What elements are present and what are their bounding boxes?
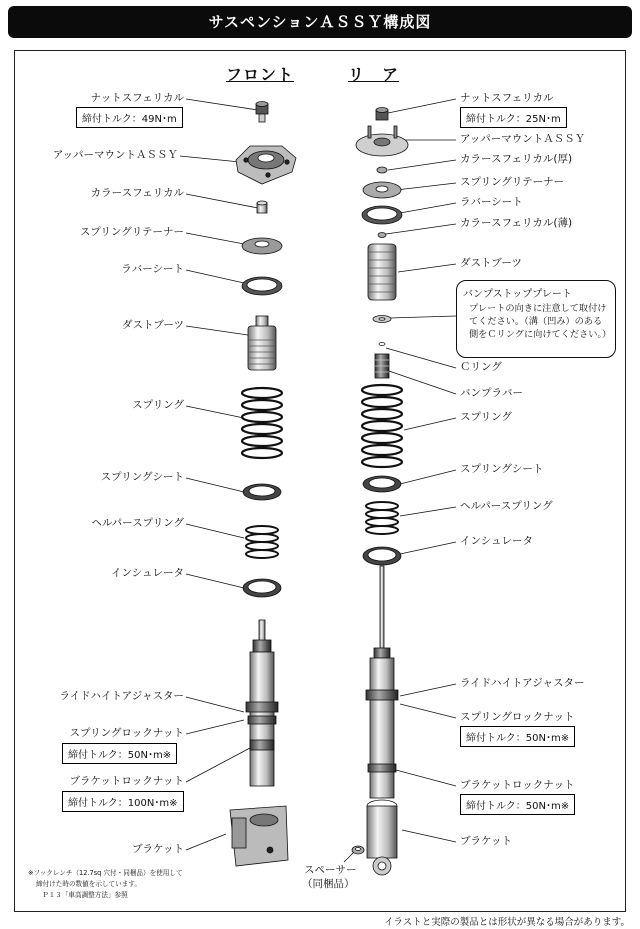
rear-insulator — [363, 547, 401, 565]
front-label-insulator: インシュレータ — [110, 567, 184, 579]
rear-torque-nut: 締付トルク：25N･m — [460, 107, 567, 128]
front-rubber-seat — [242, 277, 282, 295]
rear-spring-retainer — [363, 182, 401, 198]
page-title: サスペンションＡＳＳＹ構成図 — [8, 6, 632, 38]
disclaimer-footer: イラストと実際の製品とは形状が異なる場合があります。 — [384, 917, 630, 928]
front-bracket — [230, 806, 288, 866]
bump-stop-plate-callout — [456, 280, 616, 358]
rear-collar-thin — [378, 233, 386, 238]
front-torque-bracket-lock: 締付トルク：100N･m※ — [62, 791, 184, 812]
rear-label-spring: スプリング — [460, 411, 512, 423]
front-label-spring: スプリング — [132, 399, 184, 411]
front-label-bracket-lock-nut: ブラケットロックナット — [69, 775, 184, 787]
front-torque-spring-lock: 締付トルク：50N･m※ — [62, 743, 177, 764]
rear-label-retainer: スプリングリテーナー — [460, 176, 565, 188]
front-label-bracket: ブラケット — [132, 843, 184, 855]
rear-label-nut: ナットスフェリカル — [460, 92, 554, 104]
rear-label-spacer-note: （同梱品） — [302, 878, 355, 890]
front-label-ride-height: ライドハイトアジャスター — [59, 690, 184, 702]
rear-label-spring-seat: スプリングシート — [460, 463, 544, 475]
rear-spring — [362, 385, 402, 467]
rear-label-bracket-lock-nut: ブラケットロックナット — [460, 779, 575, 791]
front-label-spring-lock-nut: スプリングロックナット — [69, 727, 184, 739]
front-label-spring-seat: スプリングシート — [100, 471, 184, 483]
front-helper-spring — [246, 526, 278, 558]
rear-damper-body — [366, 566, 398, 798]
column-front-heading: フロント — [226, 65, 295, 84]
front-upper-mount — [236, 146, 296, 184]
rear-dust-boot — [368, 244, 396, 300]
rear-label-spring-lock-nut: スプリングロックナット — [460, 711, 575, 723]
front-nut-spherical — [256, 102, 268, 123]
front-torque-nut: 締付トルク：49N･m — [76, 107, 183, 128]
front-dust-boot — [248, 316, 276, 370]
rear-torque-spring-lock: 締付トルク：50N･m※ — [460, 726, 575, 747]
rear-label-collar-thin: カラースフェリカル(薄) — [460, 217, 573, 229]
rear-label-helper-spring: ヘルパースプリング — [460, 500, 553, 512]
front-label-nut: ナットスフェリカル — [90, 92, 184, 104]
rear-c-ring — [379, 343, 385, 346]
rear-collar-thick — [377, 167, 387, 173]
front-leader-lines — [180, 99, 258, 850]
front-label-rubber-seat: ラバーシート — [121, 263, 184, 275]
rear-label-collar-thick: カラースフェリカル(厚) — [460, 153, 573, 165]
rear-bump-stop-plate — [373, 316, 391, 323]
torque-footnote-line2: 締付けた時の数値を示しています。 — [36, 880, 141, 888]
rear-label-bracket: ブラケット — [460, 835, 512, 847]
front-damper-body — [246, 620, 278, 786]
rear-label-bump-rubber: バンプラバー — [460, 387, 523, 399]
rear-label-dust-boot: ダストブーツ — [460, 257, 522, 269]
rear-label-spacer: スペーサー — [304, 864, 357, 876]
torque-footnote — [28, 868, 183, 901]
rear-bump-rubber — [375, 354, 389, 378]
front-spring — [242, 388, 282, 458]
rear-label-ride-height: ライドハイトアジャスター — [460, 677, 585, 689]
column-rear-heading: リ ア — [348, 65, 400, 84]
rear-helper-spring — [366, 502, 398, 534]
rear-spacer — [352, 846, 364, 854]
rear-label-c-ring: Ｃリング — [460, 361, 502, 373]
front-label-dust-boot: ダストブーツ — [122, 319, 184, 331]
rear-spring-seat — [363, 476, 401, 492]
front-insulator — [243, 579, 281, 597]
rear-label-insulator: インシュレータ — [460, 535, 534, 547]
rear-torque-bracket-lock: 締付トルク：50N･m※ — [460, 794, 575, 815]
bump-stop-plate-title: バンプストッププレート — [463, 289, 572, 300]
bump-stop-plate-note: プレートの向きに注意して取付けてください。（溝（凹み）のある側をＣリングに向けてください。） — [469, 303, 612, 340]
torque-footnote-line1: ※フックレンチ（12.7sq 穴付・同梱品）を使用して — [28, 869, 183, 877]
front-label-collar: カラースフェリカル — [90, 187, 184, 199]
front-label-helper-spring: ヘルパースプリング — [91, 517, 184, 529]
rear-nut-spherical — [376, 108, 388, 121]
rear-upper-mount — [356, 126, 408, 156]
torque-footnote-line3: Ｐ１３「車高調整方法」参照 — [42, 891, 128, 899]
rear-label-upper-mount: アッパーマウントＡＳＳＹ — [460, 133, 586, 145]
rear-label-rubber-seat: ラバーシート — [460, 196, 523, 208]
front-spring-seat — [243, 484, 281, 500]
front-spring-retainer — [242, 238, 282, 254]
front-label-upper-mount: アッパーマウントＡＳＳＹ — [52, 149, 178, 161]
front-label-retainer: スプリングリテーナー — [79, 226, 184, 238]
rear-bracket — [367, 800, 397, 875]
front-collar-spherical — [257, 201, 267, 213]
rear-rubber-seat — [362, 206, 402, 224]
